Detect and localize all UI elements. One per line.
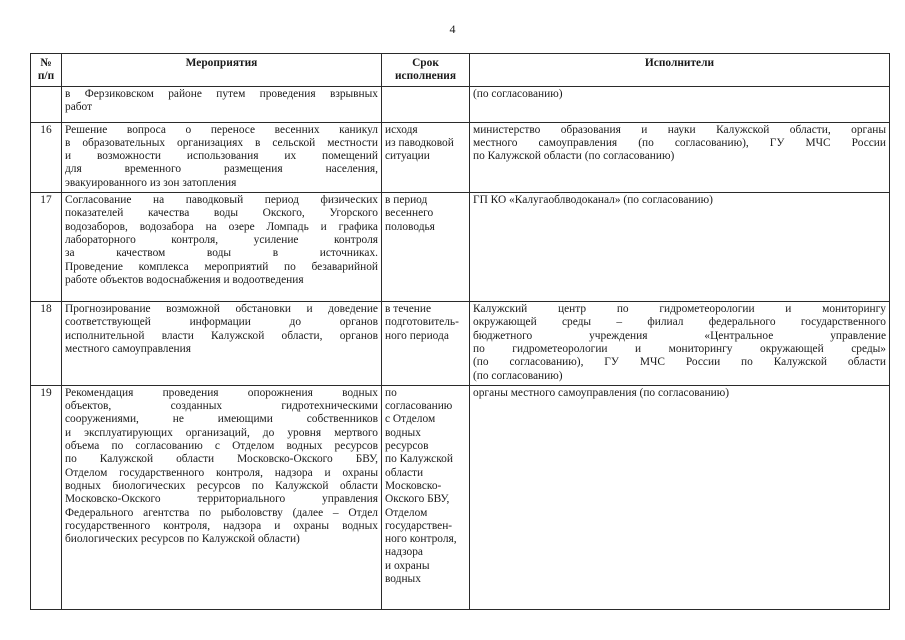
executors-line: ГП КО «Калугаоблводоканал» (по согласованию) xyxy=(473,194,713,207)
activity-cell xyxy=(62,385,382,609)
activity-line: водных биологических ресурсов по Калужской области xyxy=(65,479,378,492)
table-row xyxy=(31,86,890,122)
activity-line: Рекомендация проведения опорожнения водных xyxy=(65,386,378,399)
term-line: водных xyxy=(385,573,421,586)
activity-line: для временного размещения населения, xyxy=(65,163,378,176)
term-cell xyxy=(382,385,470,609)
activity-line: местного самоуправления xyxy=(65,342,191,355)
term-line: водных xyxy=(385,426,421,439)
activity-line: сооружениями, не имеющими собственников xyxy=(65,413,378,426)
activity-line: эвакуированного из зон затопления xyxy=(65,176,237,189)
table-row xyxy=(31,385,890,609)
term-line: по Калужской xyxy=(385,453,453,466)
executors-line: местного самоуправления (по согласованию), ГУ МЧС России xyxy=(473,136,886,149)
header-activity: Мероприятия xyxy=(62,54,382,87)
term-line: по xyxy=(385,386,397,399)
activity-line: объема по согласованию с Отделом водных ресурсов xyxy=(65,440,378,453)
activity-line: водозаборов, водозабора на озере Ломпадь и графика xyxy=(65,220,378,233)
activity-line: Решение вопроса о переносе весенних каникул xyxy=(65,123,378,136)
executors-line: по Калужской области (по согласованию) xyxy=(473,150,675,163)
activity-line: показателей качества воды Окского, Угорского xyxy=(65,207,378,220)
measures-table xyxy=(30,53,890,610)
activity-cell xyxy=(62,86,382,122)
term-line: области xyxy=(385,466,424,479)
executors-line: окружающей среды – филиал федерального государственного xyxy=(473,316,886,329)
row-number: 17 xyxy=(31,193,62,302)
activity-line: за качеством воды в источниках. xyxy=(65,247,378,260)
row-number: 19 xyxy=(31,385,62,609)
header-num xyxy=(31,54,62,87)
activity-line: Прогнозирование возможной обстановки и доведение xyxy=(65,303,378,316)
executors-line: министерство образования и науки Калужской области, органы xyxy=(473,123,886,136)
activity-line: исполнительной власти Калужской области, органов xyxy=(65,329,378,342)
table-row xyxy=(31,193,890,302)
activity-cell xyxy=(62,193,382,302)
executors-line: (по согласованию) xyxy=(473,369,563,382)
executors-line: Калужский центр по гидрометеорологии и мониторингу xyxy=(473,303,886,316)
term-cell xyxy=(382,302,470,386)
header-term-line: исполнения xyxy=(394,70,457,83)
activity-line: соответствующей информации до органов xyxy=(65,316,378,329)
row-number: 16 xyxy=(31,122,62,192)
executors-line: (по согласованию) xyxy=(473,87,563,100)
activity-line: Согласование на паводковый период физических xyxy=(65,194,378,207)
header-term xyxy=(382,54,470,87)
row-number xyxy=(31,86,62,122)
header-num-line: № xyxy=(40,57,52,69)
activity-line: в образовательных организациях в сельской местности xyxy=(65,136,378,149)
term-line: ного периода xyxy=(385,329,449,342)
activity-line: Московско-Окского территориального управления xyxy=(65,493,378,506)
term-line: ресурсов xyxy=(385,440,429,453)
term-line: ситуации xyxy=(385,150,430,163)
term-line: с Отделом xyxy=(385,413,436,426)
activity-line: по Калужской области Московско-Окского БВУ, xyxy=(65,453,378,466)
table-header-row xyxy=(31,54,890,87)
term-line: исходя xyxy=(385,123,418,136)
activity-cell xyxy=(62,302,382,386)
header-term-line: Срок xyxy=(412,57,439,69)
activity-line: работе объектов водоснабжения и водоотведения xyxy=(65,273,304,286)
executors-line: бюджетного учреждения «Центральное управление xyxy=(473,329,886,342)
activity-line: объектов, созданных гидротехническими xyxy=(65,400,378,413)
executors-cell xyxy=(470,122,890,192)
executors-cell xyxy=(470,302,890,386)
activity-line: Проведение комплекса мероприятий по безаварийной xyxy=(65,260,378,273)
executors-line: (по согласованию), ГУ МЧС России по Калужской области xyxy=(473,356,886,369)
page-number: 4 xyxy=(449,22,456,36)
term-line: в период xyxy=(385,194,428,207)
executors-line: по гидрометеорологии и мониторингу окружающей среды» xyxy=(473,342,886,355)
term-cell xyxy=(382,193,470,302)
term-line: в течение xyxy=(385,303,432,316)
executors-cell xyxy=(470,86,890,122)
term-line: из паводковой xyxy=(385,136,454,149)
activity-line: Отделом государственного контроля, надзора и охраны xyxy=(65,466,378,479)
term-line: ного контроля, xyxy=(385,533,457,546)
term-line: Московско- xyxy=(385,479,442,492)
executors-cell xyxy=(470,385,890,609)
activity-line: Федерального агентства по рыболовству (далее – Отдел xyxy=(65,506,378,519)
executors-cell xyxy=(470,193,890,302)
term-line: надзора xyxy=(385,546,423,559)
table-row xyxy=(31,302,890,386)
header-num-line: п/п xyxy=(37,70,55,83)
term-line: государствен- xyxy=(385,519,453,532)
header-executors: Исполнители xyxy=(470,54,890,87)
activity-line: и эксплуатирующих организаций, до уровня мертвого xyxy=(65,426,378,439)
table-row xyxy=(31,122,890,192)
activity-line: лабораторного контроля, усиление контроля xyxy=(65,233,378,246)
term-line: Окского БВУ, xyxy=(385,493,450,506)
activity-line: в Ферзиковском районе путем проведения взрывных xyxy=(65,87,378,100)
term-line: согласованию xyxy=(385,400,453,413)
activity-line: работ xyxy=(65,100,93,113)
executors-line: органы местного самоуправления (по согласованию) xyxy=(473,386,730,399)
term-cell xyxy=(382,86,470,122)
activity-line: биологических ресурсов по Калужской области) xyxy=(65,533,300,546)
term-line: и охраны xyxy=(385,559,430,572)
term-line: подготовитель- xyxy=(385,316,459,329)
term-line: Отделом xyxy=(385,506,428,519)
activity-line: государственного контроля, надзора и охраны водных xyxy=(65,519,378,532)
row-number: 18 xyxy=(31,302,62,386)
term-line: весеннего xyxy=(385,207,434,220)
activity-cell xyxy=(62,122,382,192)
term-line: половодья xyxy=(385,220,435,233)
activity-line: и возможности использования их помещений xyxy=(65,150,378,163)
term-cell xyxy=(382,122,470,192)
